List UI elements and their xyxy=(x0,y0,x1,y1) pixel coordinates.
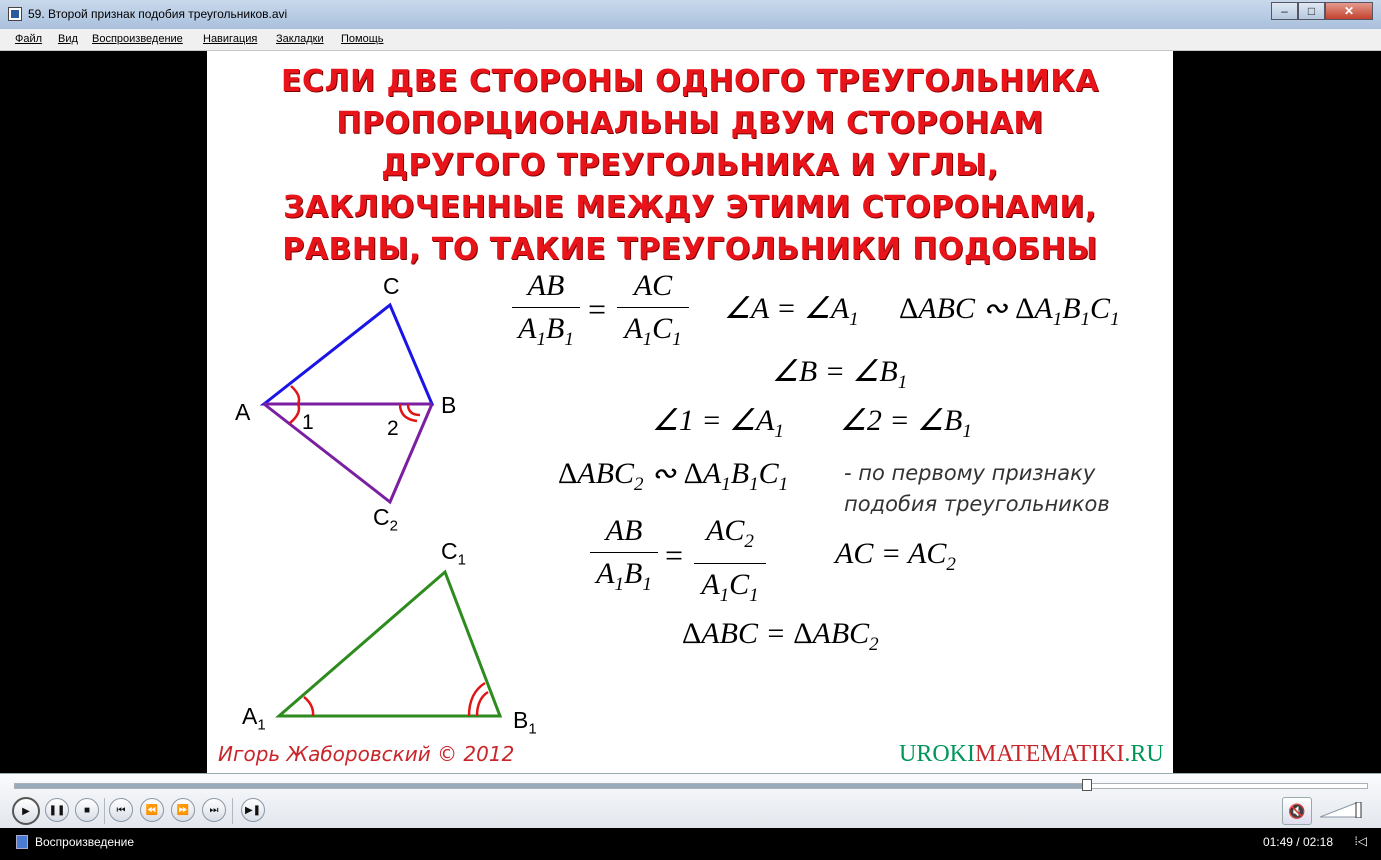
note-first-criterion xyxy=(844,458,1110,520)
frame-step-icon: ▶❚ xyxy=(244,804,262,816)
fast-forward-button[interactable] xyxy=(171,798,195,822)
angle-arc-a1 xyxy=(290,404,299,423)
separator xyxy=(232,798,233,824)
speaker-muted-icon: 🔇 xyxy=(1288,802,1306,819)
status-bar xyxy=(0,828,1381,860)
equals-sign-2: = xyxy=(665,537,684,573)
vertex-a1: $A_1$ xyxy=(242,703,266,734)
vertex-c: C xyxy=(383,273,400,299)
formula-ac-equals-ac2: AC = $AC_2$ xyxy=(835,537,956,575)
stop-icon: ■ xyxy=(83,804,91,816)
formula-angle-b: ∠B = $\angle B_1$ xyxy=(772,355,908,393)
seek-thumb[interactable] xyxy=(1082,779,1092,791)
menu-bookmarks[interactable]: Закладки xyxy=(276,33,324,45)
video-frame xyxy=(207,51,1173,773)
heading-line-2: ПРОПОРЦИОНАЛЬНЫ ДВУМ СТОРОНАМ xyxy=(336,106,1044,141)
menu-view[interactable]: Вид xyxy=(58,33,78,45)
angle-arc-a xyxy=(291,386,299,404)
fraction-ab-a1b1-2: AB $A_1B_1$ xyxy=(590,514,658,602)
triangle-abc xyxy=(264,305,432,404)
heading-line-5: РАВНЫ, ТО ТАКИЕ ТРЕУГОЛЬНИКИ ПОДОБНЫ xyxy=(282,232,1098,267)
seek-progress xyxy=(15,784,1083,788)
app-icon xyxy=(8,7,22,21)
fraction-ab-a1b1: AB $A_1B_1$ xyxy=(512,269,580,357)
vertex-b: B xyxy=(441,392,457,418)
play-button[interactable] xyxy=(12,797,40,825)
formula-angle-2: ∠2 = $\angle B_1$ xyxy=(840,404,972,442)
skip-forward-icon: ⏭ xyxy=(209,804,219,816)
menu-help[interactable]: Помощь xyxy=(341,33,384,45)
menu-playback[interactable]: Воспроизведение xyxy=(92,33,183,45)
pause-icon: ❚❚ xyxy=(48,804,66,816)
skip-back-icon: ⏮ xyxy=(116,804,126,816)
fraction-ac2-a1c1: $AC_2$ $A_1C_1$ xyxy=(694,514,766,613)
maximize-button[interactable]: □ xyxy=(1298,2,1325,20)
stop-button[interactable] xyxy=(75,798,99,822)
resize-grip-icon: ⁞◁ xyxy=(1354,834,1367,848)
heading-line-1: ЕСЛИ ДВЕ СТОРОНЫ ОДНОГО ТРЕУГОЛЬНИКА xyxy=(281,64,1099,99)
window-title: 59. Второй признак подобия треугольников.avi xyxy=(28,7,288,21)
menu-file[interactable]: Файл xyxy=(15,33,43,45)
triangles-diagram xyxy=(207,51,547,773)
pause-button[interactable] xyxy=(45,798,69,822)
angle-arc-b1-2 xyxy=(477,692,488,716)
status-file-icon xyxy=(16,835,28,849)
frame-step-button[interactable] xyxy=(241,798,265,822)
formula-similarity-abc: ΔABC ∾ $\Delta A_1B_1C_1$ xyxy=(899,292,1120,330)
formula-abc-equals-abc2: $\Delta ABC = \Delta ABC_2$ xyxy=(682,617,879,655)
menu-bar xyxy=(0,29,1381,51)
player-controls xyxy=(0,773,1381,829)
status-text: Воспроизведение xyxy=(35,835,135,849)
note-line-2: подобия треугольников xyxy=(844,492,1110,516)
vertex-b1: $B_1$ xyxy=(513,707,537,738)
rewind-button[interactable] xyxy=(140,798,164,822)
heading-line-3: ДРУГОГО ТРЕУГОЛЬНИКА И УГЛЫ, xyxy=(381,148,999,183)
mute-button[interactable] xyxy=(1282,797,1312,825)
minimize-button[interactable]: ‒ xyxy=(1271,2,1298,20)
angle-arc-a1-small xyxy=(304,697,313,716)
angle-label-2: 2 xyxy=(387,417,399,440)
play-icon: ▶ xyxy=(22,805,30,817)
time-display: 01:49 / 02:18 xyxy=(1262,835,1333,849)
equals-sign: = xyxy=(588,291,607,327)
title-bar xyxy=(0,0,1381,30)
formula-angle-1: ∠1 = $\angle A_1$ xyxy=(652,404,784,442)
close-button[interactable]: ✕ xyxy=(1325,2,1373,20)
volume-slider[interactable] xyxy=(1320,802,1362,818)
vertex-c2: $C_2$ xyxy=(373,504,398,535)
seek-bar[interactable] xyxy=(14,783,1368,789)
vertex-c1: $C_1$ xyxy=(441,538,466,569)
formula-angle-a: ∠A = $\angle A_1$ xyxy=(724,292,859,330)
formula-similarity-abc2: $\Delta ABC_2$ ∾ $\Delta A_1B_1C_1$ xyxy=(558,457,789,495)
fast-forward-icon: ⏩ xyxy=(176,804,190,816)
menu-navigation[interactable]: Навигация xyxy=(203,33,258,45)
next-button[interactable] xyxy=(202,798,226,822)
angle-label-1: 1 xyxy=(302,411,314,434)
triangle-a1b1c1 xyxy=(279,572,500,716)
author-credit: Игорь Жаборовский © 2012 xyxy=(218,742,515,766)
vertex-a: A xyxy=(235,399,251,425)
note-line-1: - по первому признаку xyxy=(844,461,1096,485)
window-buttons xyxy=(1271,2,1373,20)
heading-line-4: ЗАКЛЮЧЕННЫЕ МЕЖДУ ЭТИМИ СТОРОНАМИ, xyxy=(283,190,1097,225)
rewind-icon: ⏪ xyxy=(145,804,159,816)
fraction-ac-a1c1: AC $A_1C_1$ xyxy=(617,269,689,357)
separator xyxy=(104,798,105,824)
previous-button[interactable] xyxy=(109,798,133,822)
angle-arc-b-2 xyxy=(408,404,420,415)
site-watermark: UROKIMATEMATIKI.RU xyxy=(899,741,1164,767)
